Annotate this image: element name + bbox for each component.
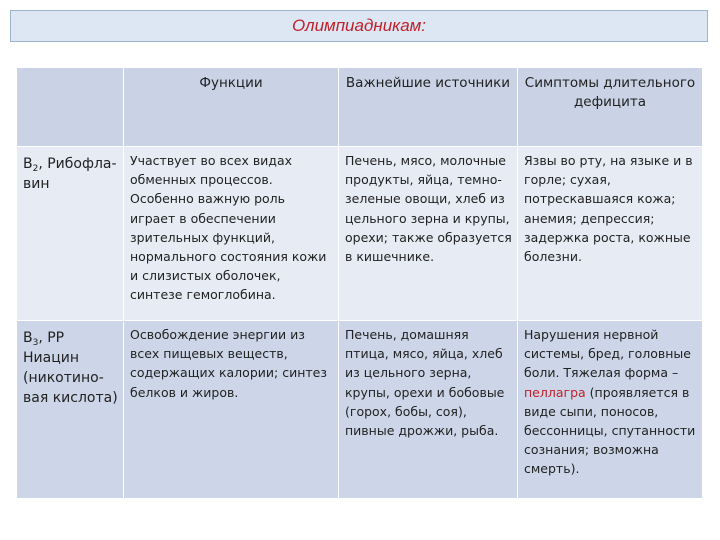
- vitamin-table: [16, 67, 703, 499]
- vitamin-subscript: 3: [32, 338, 39, 348]
- header-row: [17, 68, 703, 147]
- table-row-b2: [17, 147, 703, 321]
- vitamin-letter: B: [23, 156, 33, 172]
- table-row-b3: [17, 321, 703, 499]
- header-cell-functions: Функции: [124, 68, 339, 147]
- vitamin-letter: B: [23, 330, 33, 346]
- sources-cell: Печень, мясо, молочные продукты, яйца, темно-зеленые овощи, хлеб из цельного зерна и крупы, орехи; также образуется в кишечнике.: [339, 147, 518, 321]
- symptoms-cell: [518, 321, 703, 499]
- vitamin-name: , PP Ниацин (никотино-вая кислота): [23, 330, 118, 406]
- pellagra-highlight: пеллагра: [524, 384, 586, 400]
- symptoms-text-rest: (проявляется в виде сыпи, поносов, бессонницы, спутанности сознания; возможна смерть).: [524, 384, 696, 477]
- header-cell-vitamin: [17, 68, 124, 147]
- vitamin-name-cell: [17, 321, 124, 499]
- vitamin-name: , Рибофла-вин: [23, 156, 117, 192]
- functions-cell: Участвует во всех видах обменных процессов. Особенно важную роль играет в обеспечении зрительных функций, нормального состояния кожи и слизистых оболочек, синтезе гемоглобина.: [124, 147, 339, 321]
- functions-cell: Освобождение энергии из всех пищевых веществ, содержащих калории; синтез белков и жиров.: [124, 321, 339, 499]
- banner-title: Олимпиадникам:: [291, 16, 427, 35]
- title-banner: [10, 10, 708, 42]
- symptoms-cell: Язвы во рту, на языке и в горле; сухая, потрескавшаяся кожа; анемия; депрессия; задержка роста, кожные болезни.: [518, 147, 703, 321]
- header-cell-symptoms: Симптомы длительного дефицита: [518, 68, 703, 147]
- symptoms-text: Нарушения нервной системы, бред, головные боли. Тяжелая форма –: [524, 327, 691, 381]
- vitamin-name-cell: [17, 147, 124, 321]
- header-cell-sources: Важнейшие источники: [339, 68, 518, 147]
- vitamin-subscript: 2: [32, 164, 39, 174]
- sources-cell: Печень, домашняя птица, мясо, яйца, хлеб из цельного зерна, крупы, орехи и бобовые (горох, бобы, соя), пивные дрожжи, рыба.: [339, 321, 518, 499]
